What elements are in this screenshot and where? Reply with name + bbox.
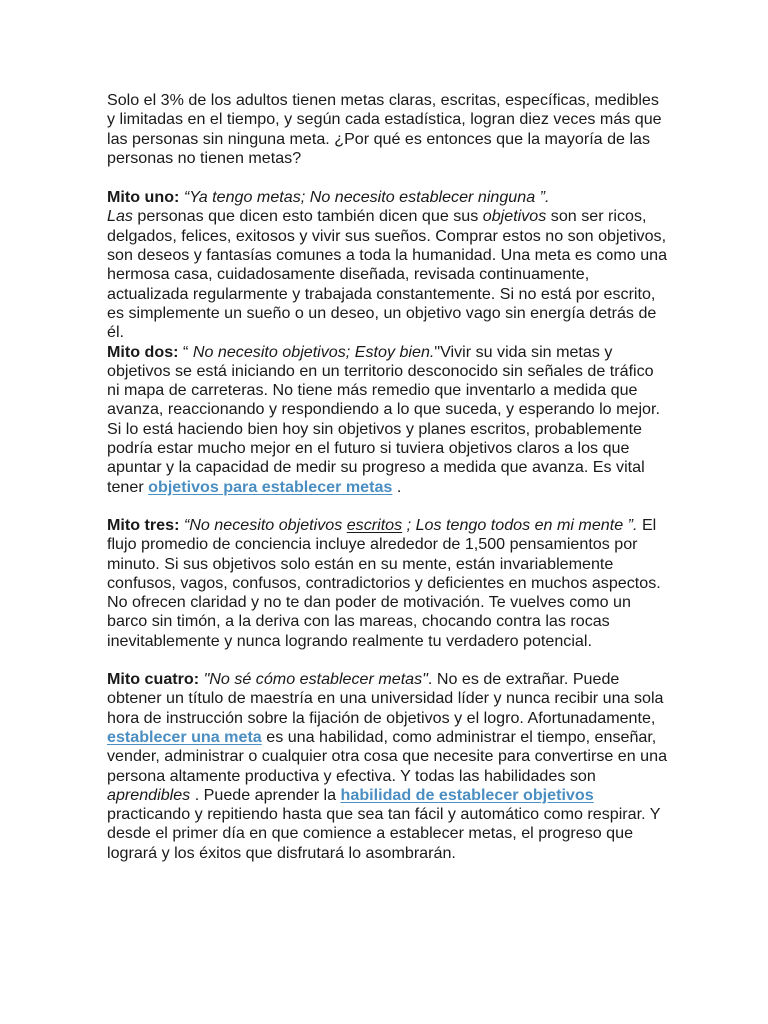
myth-four-paragraph [107,670,668,863]
myth-four-body-a: . No es de extrañar. Puede obtener un título de maestría en una universidad líder y nunca recibir una sola hora de instrucción sobre la fijación de objetivos y el logro. Afortunadamente, [107,670,664,727]
myth-two-quote-open: “ [178,342,193,361]
myth-two-after-link: . [392,477,402,496]
myth-four-label: Mito cuatro: [107,670,200,689]
myth-three-paragraph [107,516,668,651]
myth-two-quote-close: " [434,342,441,361]
myth-one-paragraph [107,188,668,342]
myth-two-body: Vivir su vida sin metas y objetivos se está iniciando en un territorio desconocido sin señales de tráfico ni mapa de carreteras. No tiene más remedio que inventarlo a medida que avanza, reaccionando y respondiendo a lo que suceda, y esperando lo mejor. Si lo está haciendo bien hoy sin objetivos y planes escritos, probablemente podría estar mucho mejor en el futuro si tuviera objetivos claros a los que apuntar y la capacidad de medir su progreso a medida que avanza. Es vital tener [107,342,660,496]
myth-four-quote: "No sé cómo establecer metas" [199,670,428,689]
myth-two-paragraph [107,343,668,497]
myth-three-quote-underline: escritos [346,515,403,534]
myth-one-body-italic: objetivos [482,207,547,226]
myth-four-link-goal[interactable]: establecer una meta [107,727,262,746]
myth-three-quote-d: ; Los tengo todos en mi mente ”. [402,515,638,534]
myth-two-label: Mito dos: [107,342,179,361]
myth-three-label: Mito tres: [107,515,180,534]
myth-one-body-a: personas que dicen esto también dicen que sus [132,207,483,226]
myth-four-link-skill[interactable]: habilidad de establecer objetivos [340,785,594,804]
myth-one-body-prefix: Las [107,207,133,226]
myth-one-body-b: son ser ricos, delgados, felices, exitosos y vivir sus sueños. Comprar estos no son objetivos, son deseos y fantasías comunes a toda la humanidad. Una meta es como una hermosa casa, cuidadosamente diseñada, revisada continuamente, actualizada regularmente y trabajada constantemente. Si no está por escrito, es simplemente un sueño o un deseo, un objetivo vago sin energía detrás de él. [107,207,668,342]
myth-two-quote: No necesito objetivos; Estoy bien. [192,342,435,361]
intro-text: Solo el 3% de los adultos tienen metas claras, escritas, específicas, medibles y limitadas en el tiempo, y según cada estadística, logran diez veces más que las personas sin ninguna meta. ¿Por qué es entonces que la mayoría de las personas no tienen metas? [107,91,662,167]
myth-one-label: Mito uno: [107,188,180,207]
intro-paragraph [107,91,668,168]
myth-two-link[interactable]: objetivos para establecer metas [148,477,393,496]
myth-one-quote: “Ya tengo metas; No necesito establecer ninguna ”. [179,188,550,207]
myth-three-quote-a: “No necesito [179,515,279,534]
myth-four-body-b: es una habilidad, como administrar el tiempo, enseñar, vender, administrar o cualquier otra cosa que necesite para convertirse en una persona altamente productiva y efectiva. Y todas las habilidades son [107,727,668,785]
myth-four-italic: aprendibles [107,785,191,804]
myth-three-quote-b: objetivos [278,515,343,534]
myth-four-body-d: practicando y repitiendo hasta que sea tan fácil y automático como respirar. Y desde el primer día en que comience a establecer metas, el progreso que logrará y los éxitos que disfrutará lo asombrarán. [107,805,661,862]
myth-three-body: El flujo promedio de conciencia incluye alrededor de 1,500 pensamientos por minuto. Si sus objetivos solo están en su mente, están invariablemente confusos, vagos, confusos, contradictorios y deficientes en muchos aspectos. No ofrecen claridad y no te dan poder de motivación. Te vuelves como un barco sin timón, a la deriva con las mareas, chocando contra las rocas inevitablemente y nunca logrando realmente tu verdadero potencial. [107,515,661,650]
myth-four-body-c: . Puede aprender la [190,785,341,804]
